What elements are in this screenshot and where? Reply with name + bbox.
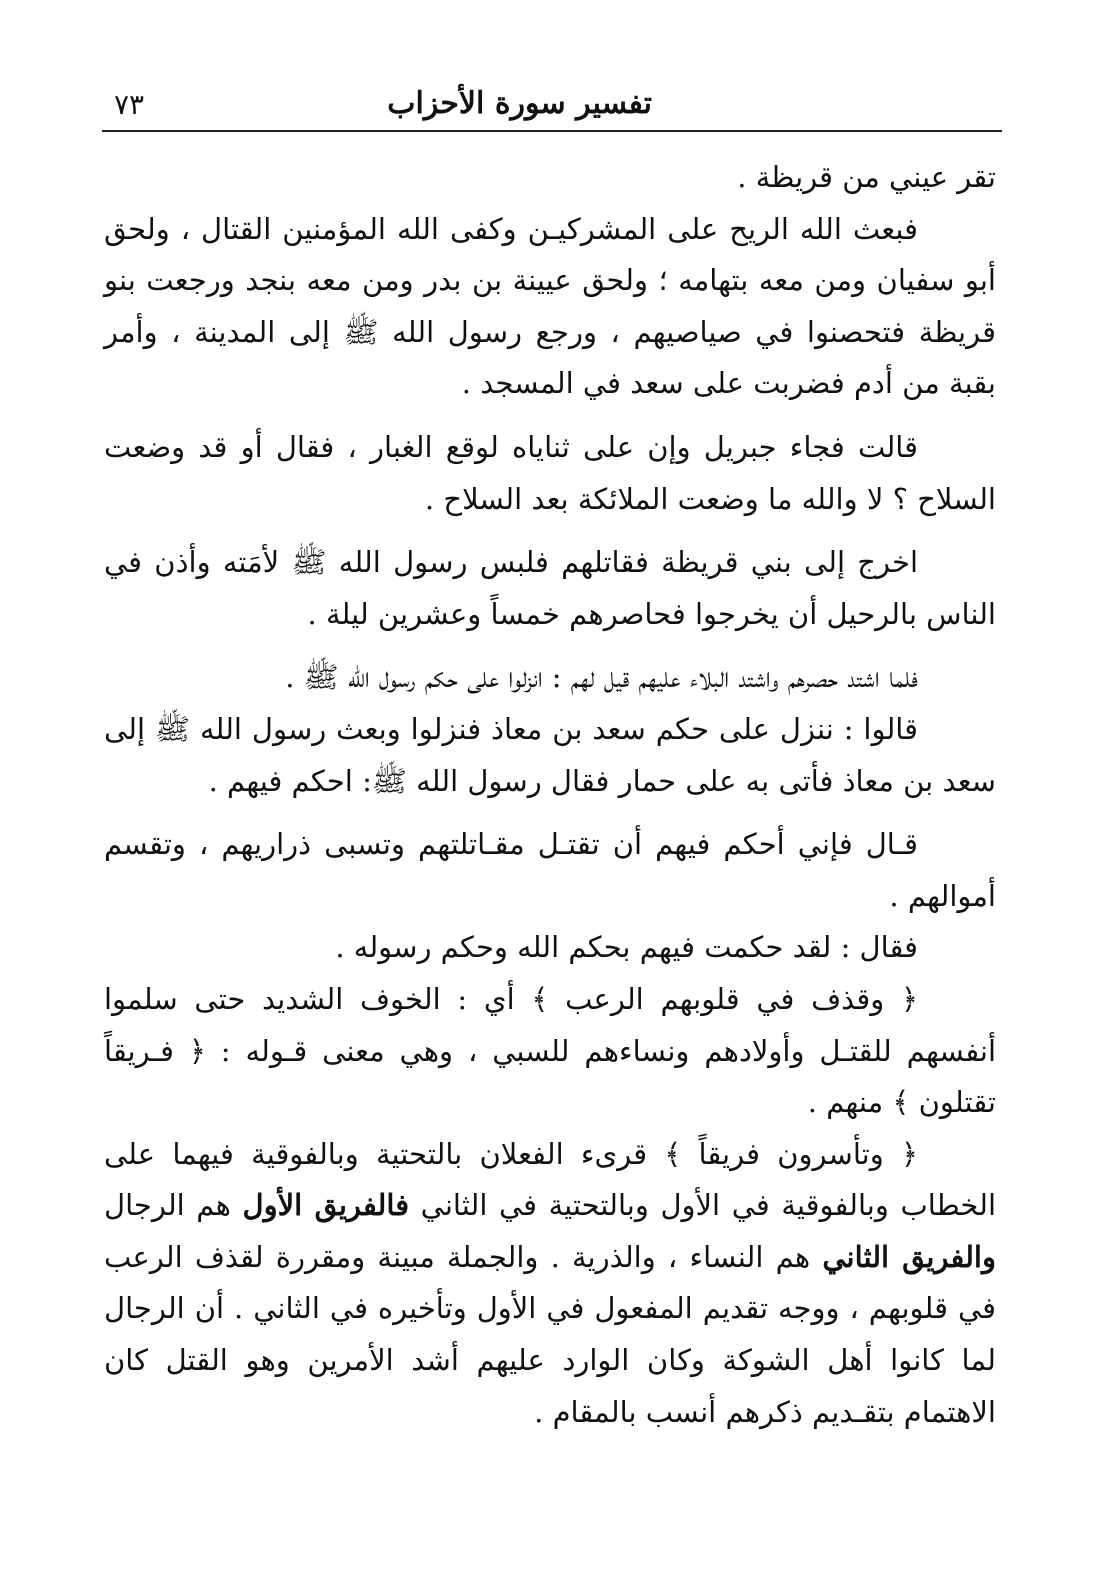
paragraph-siege: اخرج إلى بني قريظة فقاتلهم فلبس رسول الله ﷺ لأمَته وأذن في الناس بالرحيل أن يخرجوا فحاصرهم خمساً وعشرين ليلة . [104,545,996,631]
page-body [104,152,996,1438]
header-divider [102,130,1002,132]
paragraph-saad-arbiter: قالوا : ننزل على حكم سعد بن معاذ فنزلوا وبعث رسول الله ﷺ إلى سعد بن معاذ فأتى به على حمار فقال رسول الله ﷺ: احكم فيهم . [104,711,996,798]
page-number: ٧٣ [114,88,145,121]
second-group-term: والفريق الثاني [822,1239,996,1274]
paragraph-surrender: فلما اشتد حصرهم واشتد البلاء عليهم قيل لهم : انزلوا على حكم رسول الله ﷺ . [285,660,918,695]
paragraph-judgment: قـال فإني أحكم فيهم أن تقتـل مقـاتلتهم وتسبى ذراريهم ، وتقسم أموالهم . [104,827,996,913]
page-header [100,84,1004,130]
paragraph-wind: فبعث الله الريح على المشركيـن وكفى الله المؤمنين القتال ، ولحق أبو سفيان ومن معه بتهامه ؛ ولحق عيينة بن بدر ومن معه بنجد ورجعت بنو قريظة فتحصنوا في صياصيهم ، ورجع رسول الله ﷺ إلى المدينة ، وأمر بقبة من أدم فضربت على سعد في المسجد . [104,211,996,401]
paragraph-jibril: قالت فجاء جبريل وإن على ثناياه لوقع الغبار ، فقال أو قد وضعت السلاح ؟ لا والله ما وضعت الملائكة بعد السلاح . [104,429,996,516]
paragraph-continuation: تقر عيني من قريظة . [737,160,996,194]
captives-text-start: ﴿ وتأسرون فريقاً ﴾ قرىء الفعلان بالتحتية وبالفوقية فيهما على الخطاب وبالفوقية في الأول وبالتحتية في الثاني [104,1136,996,1223]
first-group-term: فالفريق الأول [242,1188,410,1223]
paragraph-verse-captives [104,1129,996,1439]
paragraph-verse-terror: ﴿ وقذف في قلوبهم الرعب ﴾ أي : الخوف الشديد حتى سلموا أنفسهم للقتـل وأولادهم ونساءهم للسبي ، وهي معنى قـوله : ﴿ فـريقاً تقتلون ﴾ منهم . [104,981,996,1120]
running-title: تفسير سورة الأحزاب [387,86,652,121]
captives-text-middle: هم الرجال [104,1188,243,1223]
captives-text-end: هم النساء ، والذرية . والجملة مبينة ومقررة لقذف الرعب في قلوبهم ، ووجه تقديم المفعول في الأول وتأخيره في الثاني . أن الرجال لما كانوا أهل الشوكة وكان الوارد عليهم أشد الأمرين وهو القتل كان الاهتمام بتقـديم ذكرهم أنسب بالمقام . [104,1239,996,1429]
paragraph-approval: فقال : لقد حكمت فيهم بحكم الله وحكم رسوله . [335,930,918,965]
